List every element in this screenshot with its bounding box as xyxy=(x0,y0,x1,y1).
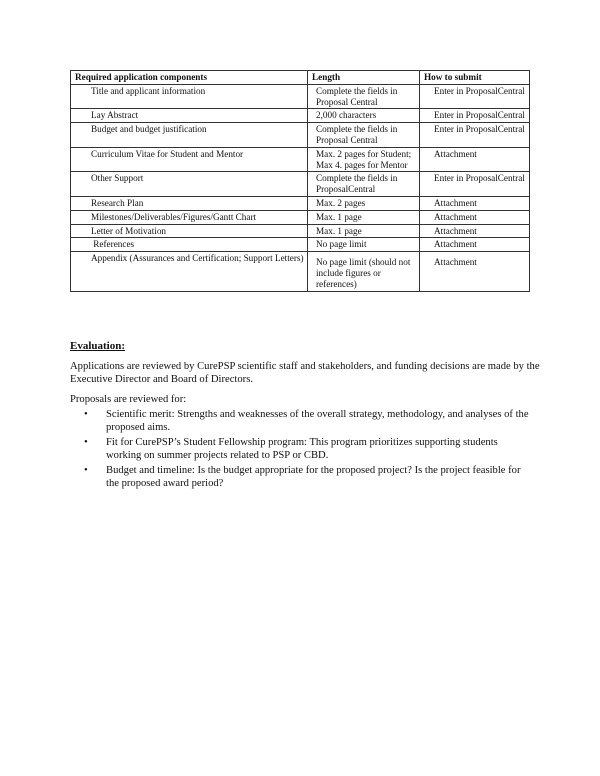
component-cell: References xyxy=(71,238,308,252)
length-cell: 2,000 characters xyxy=(308,109,420,123)
table-row xyxy=(71,123,530,148)
evaluation-lead-text: Proposals are reviewed for: xyxy=(70,394,187,405)
submit-cell: Attachment xyxy=(420,224,530,238)
table-row xyxy=(71,172,530,197)
table-row xyxy=(71,196,530,210)
table-header-row xyxy=(71,71,530,85)
component-cell: Budget and budget justification xyxy=(71,123,308,148)
evaluation-heading: Evaluation: xyxy=(70,340,126,352)
criterion-text: Fit for CurePSP’s Student Fellowship program: This program prioritizes supporting students working on summer projects related to PSP or CBD. xyxy=(106,436,498,462)
submit-cell: Enter in ProposalCentral xyxy=(420,123,530,148)
component-cell: Appendix (Assurances and Certification; Support Letters) xyxy=(71,252,308,291)
length-cell: Max. 1 page xyxy=(308,224,420,238)
table-row xyxy=(71,252,530,291)
header-how-to-submit: How to submit xyxy=(420,71,530,85)
submit-cell: Attachment xyxy=(420,196,530,210)
list-item xyxy=(70,436,530,463)
table-row xyxy=(71,210,530,224)
bullet-icon: • xyxy=(84,409,88,420)
submit-cell: Attachment xyxy=(420,147,530,172)
component-cell: Milestones/Deliverables/Figures/Gantt Chart xyxy=(71,210,308,224)
submit-cell: Attachment xyxy=(420,238,530,252)
submit-cell: Enter in ProposalCentral xyxy=(420,172,530,197)
list-item xyxy=(70,408,530,435)
table-row xyxy=(71,224,530,238)
criterion-text: Scientific merit: Strengths and weaknesses of the overall strategy, methodology, and analyses of the proposed aims. xyxy=(106,409,529,434)
length-cell: Complete the fields in Proposal Central xyxy=(308,84,420,109)
length-cell: No page limit (should not include figures or references) xyxy=(308,252,420,291)
submit-cell: Attachment xyxy=(420,252,530,291)
component-cell: Letter of Motivation xyxy=(71,224,308,238)
length-cell: Max. 2 pages xyxy=(308,196,420,210)
table-row xyxy=(71,109,530,123)
length-cell: Complete the fields in ProposalCentral xyxy=(308,172,420,197)
table-row xyxy=(71,84,530,109)
bullet-icon: • xyxy=(84,436,88,448)
component-cell: Lay Abstract xyxy=(71,109,308,123)
requirements-table xyxy=(70,70,530,292)
length-cell: Max. 2 pages for Student; Max 4. pages for Mentor xyxy=(308,147,420,172)
list-item xyxy=(70,464,530,491)
criterion-text: Budget and timeline: Is the budget appropriate for the proposed project? Is the project feasible for the proposed award period? xyxy=(106,464,521,490)
submit-cell: Enter in ProposalCentral xyxy=(420,84,530,109)
table-row xyxy=(71,147,530,172)
table-row xyxy=(71,238,530,252)
evaluation-criteria-list xyxy=(70,408,530,491)
header-components: Required application components xyxy=(71,71,308,85)
length-cell: Complete the fields in Proposal Central xyxy=(308,123,420,148)
evaluation-intro-paragraph: Applications are reviewed by CurePSP scientific staff and stakeholders, and funding decisions are made by the Executive Director and Board of Directors. xyxy=(70,361,540,386)
submit-cell: Enter in ProposalCentral xyxy=(420,109,530,123)
component-cell: Title and applicant information xyxy=(71,84,308,109)
header-length: Length xyxy=(308,71,420,85)
length-cell: Max. 1 page xyxy=(308,210,420,224)
submit-cell: Attachment xyxy=(420,210,530,224)
component-cell: Research Plan xyxy=(71,196,308,210)
component-cell: Curriculum Vitae for Student and Mentor xyxy=(71,147,308,172)
bullet-icon: • xyxy=(84,464,88,476)
component-cell: Other Support xyxy=(71,172,308,197)
length-cell: No page limit xyxy=(308,238,420,252)
